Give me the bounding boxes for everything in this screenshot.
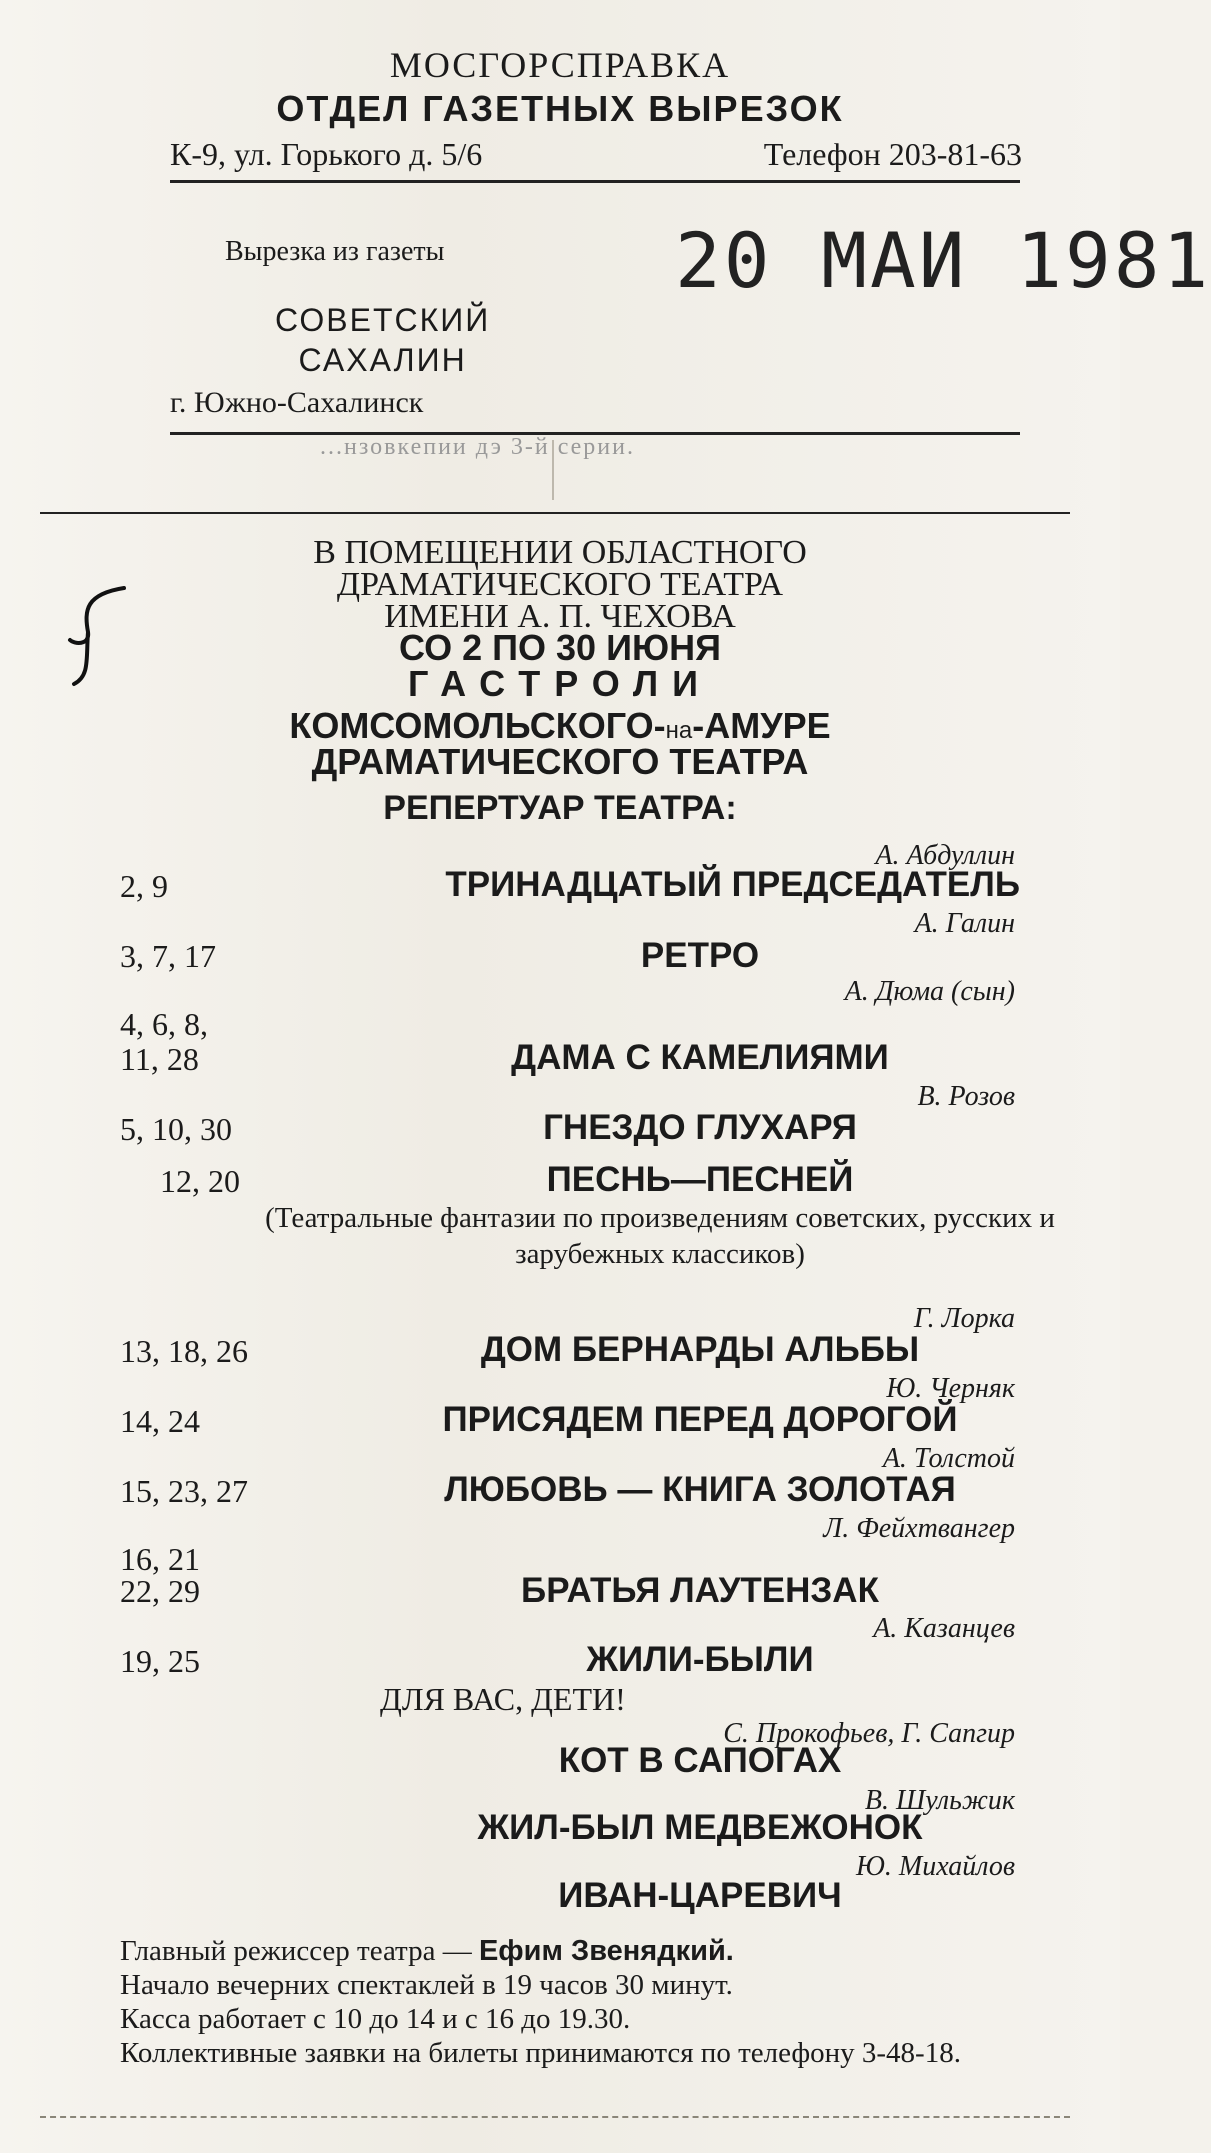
venue-line2: ДРАМАТИЧЕСКОГО ТЕАТРА [336, 566, 784, 603]
play-title: ПЕСНЬ—ПЕСНЕЙ [546, 1160, 854, 1199]
play-author: Ю. Черняк [886, 1373, 1015, 1404]
bureau-phone: Телефон 203-81-63 [763, 136, 1022, 172]
play-title: ГНЕЗДО ГЛУХАРЯ [543, 1108, 857, 1147]
date-stamp: 20 МАИ 1981 [675, 216, 1211, 305]
bureau-address: К-9, ул. Горького д. 5/6 [170, 136, 483, 172]
header-rule [170, 180, 1020, 183]
play-title: БРАТЬЯ ЛАУТЕНЗАК [521, 1571, 879, 1610]
start-time-line: Начало вечерних спектаклей в 19 часов 30 минут. [120, 1969, 733, 2001]
article-bottom-edge [40, 2116, 1070, 2118]
play-title: ДАМА С КАМЕЛИЯМИ [511, 1038, 889, 1077]
play-dates: 13, 18, 26 [120, 1333, 248, 1369]
group-orders-line: Коллективные заявки на билеты принимаются по телефону 3-48-18. [120, 2037, 961, 2069]
director-name: Ефим Звенядкий. [478, 1935, 734, 1967]
play-title: ДОМ БЕРНАРДЫ АЛЬБЫ [480, 1330, 920, 1369]
bureau-name: МОСГОРСПРАВКА [389, 45, 731, 85]
play-author: А. Дюма (сын) [844, 976, 1015, 1007]
tour-period: СО 2 ПО 30 ИЮНЯ [399, 627, 721, 668]
play-dates: 4, 6, 8, [120, 1006, 208, 1042]
play-author: А. Галин [914, 908, 1015, 939]
play-title: КОТ В САПОГАХ [558, 1741, 842, 1780]
play-title: ЖИЛИ-БЫЛИ [586, 1640, 814, 1679]
theatre-name-line2: ДРАМАТИЧЕСКОГО ТЕАТРА [311, 741, 809, 782]
play-dates: 2, 9 [120, 868, 168, 904]
children-heading: ДЛЯ ВАС, ДЕТИ! [380, 1681, 626, 1717]
theatre-name-line1: КОМСОМОЛЬСКОГО-на-АМУРЕ [289, 705, 831, 746]
play-dates: 22, 29 [120, 1573, 200, 1609]
play-dates: 19, 25 [120, 1643, 200, 1679]
play-dates: 11, 28 [120, 1041, 199, 1077]
play-author: А. Толстой [882, 1443, 1015, 1474]
play-author: Л. Фейхтвангер [823, 1513, 1015, 1544]
box-office-line: Касса работает с 10 до 14 и с 16 до 19.30. [120, 2003, 631, 2035]
play-dates: 15, 23, 27 [120, 1473, 248, 1509]
play-title: ЖИЛ-БЫЛ МЕДВЕЖОНОК [477, 1808, 923, 1847]
play-author: Ю. Михайлов [856, 1851, 1015, 1882]
play-title: ИВАН-ЦАРЕВИЧ [558, 1876, 842, 1915]
article-top-rule [40, 512, 1070, 514]
play-author: А. Казанцев [873, 1613, 1015, 1644]
director-line: Главный режиссер театра — Ефим Звенядкий. [120, 1935, 734, 1967]
repertoire-heading: РЕПЕРТУАР ТЕАТРА: [383, 789, 737, 827]
play-dates: 12, 20 [160, 1163, 240, 1199]
play-dates: 16, 21 [120, 1541, 200, 1577]
newspaper-name [275, 300, 490, 380]
newspaper-city: г. Южно-Сахалинск [170, 386, 424, 419]
play-author: В. Шульжик [864, 1785, 1015, 1816]
play-author: Г. Лорка [913, 1303, 1015, 1334]
play-note: (Театральные фантазии по произведениям советских, русских и зарубежных классиков) [265, 1202, 1055, 1270]
play-dates: 14, 24 [120, 1403, 200, 1439]
play-title: ТРИНАДЦАТЫЙ ПРЕДСЕДАТЕЛЬ [445, 865, 1020, 904]
column-divider [552, 440, 554, 500]
clipping-label: Вырезка из газеты [225, 236, 445, 267]
play-author: В. Розов [917, 1081, 1015, 1112]
play-title: ЛЮБОВЬ — КНИГА ЗОЛОТАЯ [444, 1470, 956, 1509]
department-name: ОТДЕЛ ГАЗЕТНЫХ ВЫРЕЗОК [276, 88, 844, 129]
play-title: ПРИСЯДЕМ ПЕРЕД ДОРОГОЙ [442, 1400, 958, 1439]
play-author: А. Абдуллин [875, 840, 1015, 871]
play-dates: 3, 7, 17 [120, 938, 216, 974]
play-author: С. Прокофьев, Г. Сапгир [723, 1718, 1015, 1749]
bleed-through-text: ...нзовкепии дэ 3-й серии. [320, 434, 635, 460]
newspaper-name-line1: СОВЕТСКИЙ [275, 302, 491, 338]
newspaper-name-line2: САХАЛИН [298, 342, 467, 378]
venue-line3: ИМЕНИ А. П. ЧЕХОВА [384, 598, 736, 635]
play-title: РЕТРО [640, 936, 760, 975]
tour-heading: ГАСТРОЛИ [407, 663, 713, 704]
play-dates: 5, 10, 30 [120, 1111, 232, 1147]
venue-line1: В ПОМЕЩЕНИИ ОБЛАСТНОГО [313, 534, 807, 571]
